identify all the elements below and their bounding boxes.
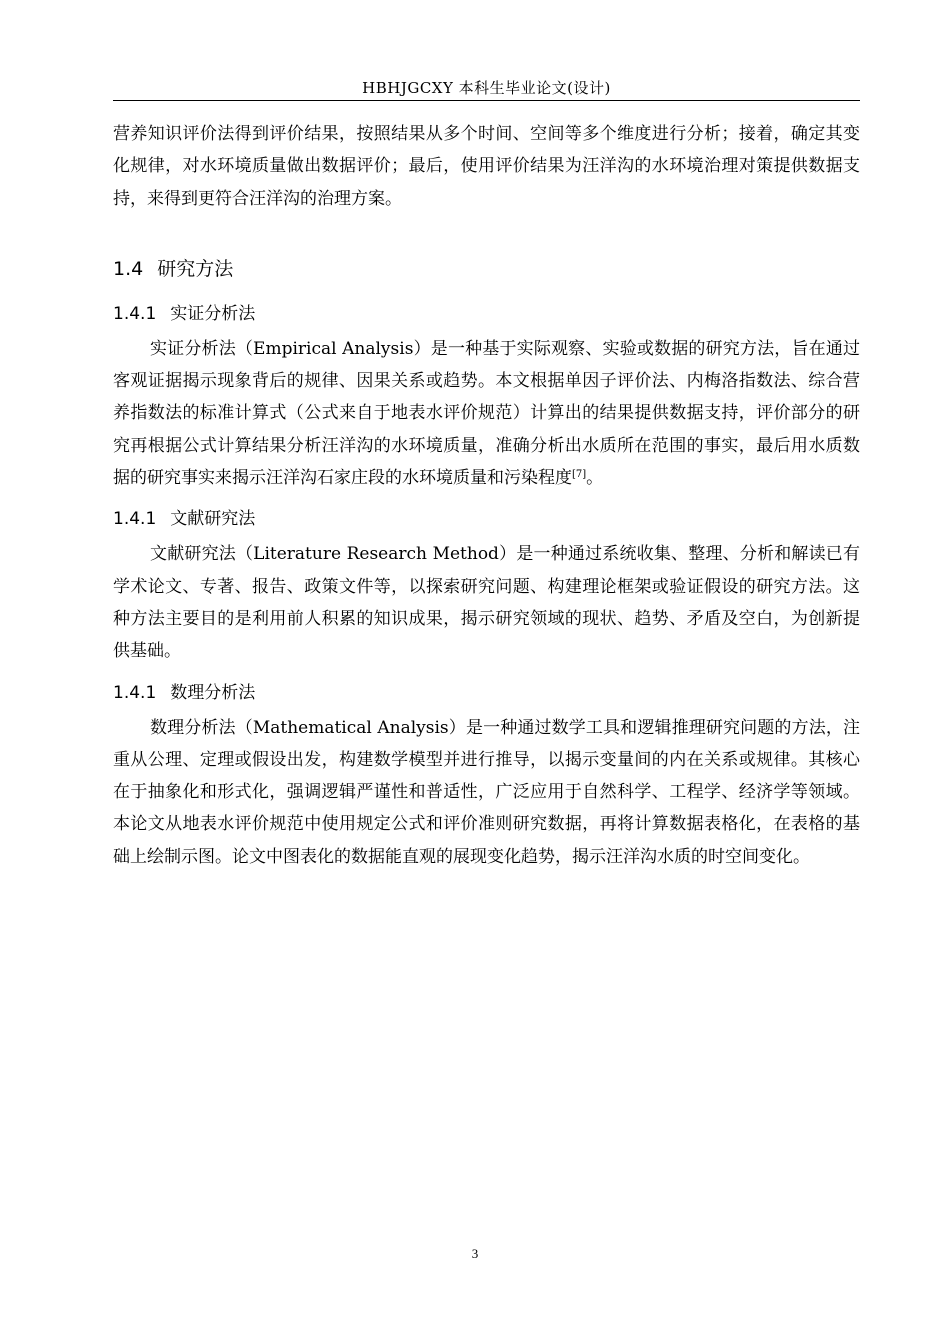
page-number: 3	[471, 1246, 479, 1261]
header-rule	[113, 100, 860, 101]
paragraph-literature: 文献研究法（Literature Research Method）是一种通过系统收集、整理、分析和解读已有学术论文、专著、报告、政策文件等，以探索研究问题、构建理论框架或验证假设的研究方法。这种方法主要目的是利用前人积累的知识成果，揭示研究领域的现状、趋势、矛盾及空白，为创新提供基础。	[113, 544, 860, 662]
page-body	[113, 118, 860, 873]
section-title: 研究方法	[157, 257, 234, 280]
subsection-title: 文献研究法	[170, 509, 256, 530]
section-number: 1.4	[113, 257, 144, 280]
paragraph-empirical	[113, 333, 860, 494]
intro-paragraph: 营养知识评价法得到评价结果，按照结果从多个时间、空间等多个维度进行分析；接着，确定其变化规律，对水环境质量做出数据评价；最后，使用评价结果为汪洋沟的水环境治理对策提供数据支持，来得到更符合汪洋沟的治理方案。	[113, 124, 860, 209]
section-heading	[113, 255, 860, 283]
subsection-title: 数理分析法	[170, 682, 256, 703]
subsection-number: 1.4.1	[113, 303, 157, 324]
citation-ref: [7]	[572, 469, 587, 481]
subsection-number: 1.4.1	[113, 509, 157, 530]
subsection-number: 1.4.1	[113, 682, 157, 703]
subsection-title: 实证分析法	[170, 303, 256, 324]
subsection-heading-empirical	[113, 301, 860, 327]
running-header: HBHJGCXY 本科生毕业论文(设计)	[362, 79, 611, 97]
paragraph-mathematical: 数理分析法（Mathematical Analysis）是一种通过数学工具和逻辑推理研究问题的方法，注重从公理、定理或假设出发，构建数学模型并进行推导，以揭示变量间的内在关系或规律。其核心在于抽象化和形式化，强调逻辑严谨性和普适性，广泛应用于自然科学、工程学、经济学等领域。本论文从地表水评价规范中使用规定公式和评价准则研究数据，再将计算数据表格化，在表格的基础上绘制示图。论文中图表化的数据能直观的展现变化趋势，揭示汪洋沟水质的时空间变化。	[113, 717, 860, 867]
paragraph-text: 实证分析法（Empirical Analysis）是一种基于实际观察、实验或数据的研究方法，旨在通过客观证据揭示现象背后的规律、因果关系或趋势。本文根据单因子评价法、内梅洛指数法、综合营养指数法的标准计算式（公式来自于地表水评价规范）计算出的结果提供数据支持，评价部分的研究再根据公式计算结果分析汪洋沟的水环境质量，准确分析出水质所在范围的事实，最后用水质数据的研究事实来揭示汪洋沟石家庄段的水环境质量和污染程度	[113, 338, 860, 489]
paragraph-tail: 。	[586, 468, 604, 489]
subsection-heading-mathematical	[113, 680, 860, 706]
subsection-heading-literature	[113, 506, 860, 532]
